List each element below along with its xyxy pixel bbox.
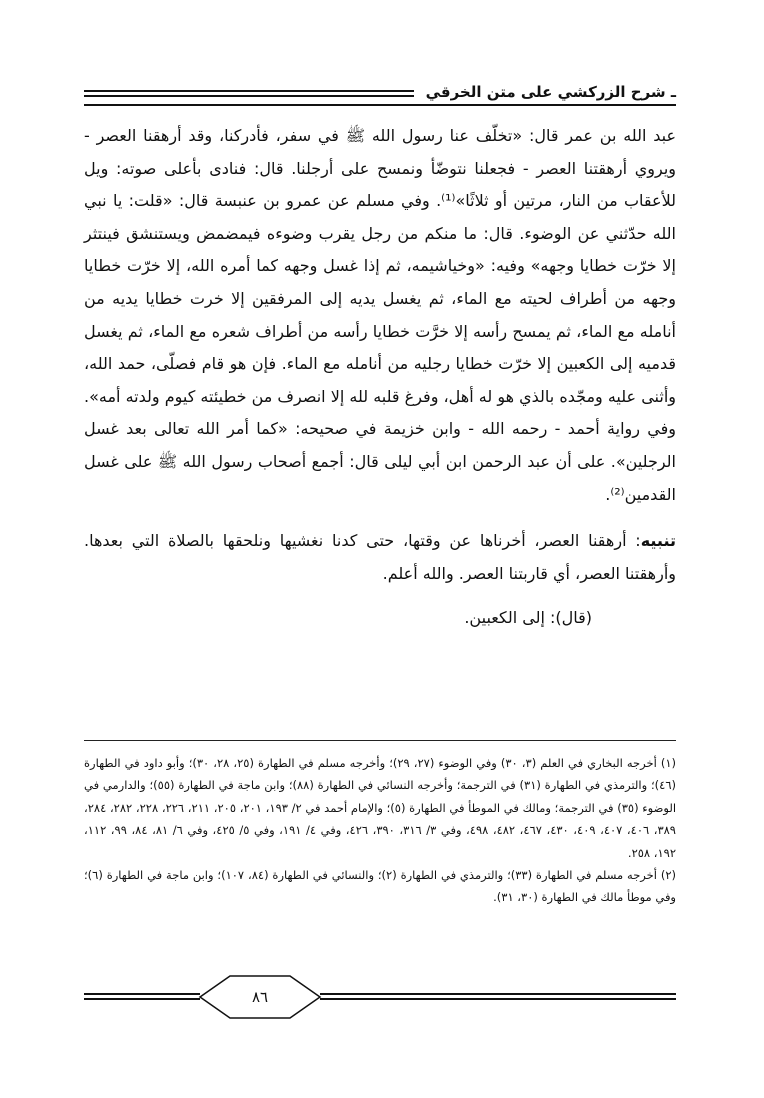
running-header	[84, 80, 676, 108]
header-rule-bottom	[84, 104, 676, 106]
note-label: تنبيه	[640, 531, 676, 551]
footnote-1: (١) أخرجه البخاري في العلم (٣، ٣٠) وفي الوضوء (٢٧، ٢٩)؛ وأخرجه مسلم في الطهارة (٢٥، ٢٨، ٣٠)؛ وأبو داود في الطهارة (٤٦)؛ والترمذي في الطهارة (٣١) في الترجمة؛ وأخرجه النسائي في الطهارة (٨٨)؛ وابن ماجة في الطهارة (٥٥)؛ والدارمي في الوضوء (٣٥) في الترجمة؛ ومالك في الموطأ في الطهارة (٥)؛ والإمام أحمد في ٢/ ١٩٣، ٢٠١، ٢٠٥، ٢١١، ٢٢٦، ٢٢٨، ٢٨٢، ٢٨٤، ٣٨٩، ٤٠٦، ٤٠٧، ٤٠٩، ٤٣٠، ٤٦٧، ٤٨٢، ٤٩٨، وفي ٣/ ٣١٦، ٣٩٠، ٤٢٦، وفي ٤/ ١٩١، وفي ٥/ ٤٢٥، وفي ٦/ ٨١، ٨٤، ٩٩، ١١٢، ١٩٢، ٢٥٨.	[84, 756, 677, 860]
note-text: : أرهقنا العصر، أخرناها عن وقتها، حتى كدنا نغشيها ونلحقها بالصلاة التي بعدها. وأرهقتنا العصر، أي قاربتنا العصر. والله أعلم.	[84, 531, 676, 583]
main-paragraph: عبد الله بن عمر قال: «تخلّف عنا رسول الله ﷺ في سفر، فأدركنا، وقد أرهقنا العصر - ويروي أرهقتنا العصر - فجعلنا نتوضّأ ونمسح على أرجلنا. قال: فنادى بأعلى صوته: ويل للأعقاب من النار، مرتين أو ثلاثًا»⁽¹⁾. وفي مسلم عن عمرو بن عنبسة قال: «قلت: يا نبي الله حدّثني عن الوضوء. قال: ما منكم من رجل يقرب وضوءه فيمضمض ويستنشق فينتثر إلا خرّت خطايا وجهه» وفيه: «وخياشيمه، ثم إذا غسل وجهه كما أمره الله، إلا خرّت خطايا وجهه من أطراف لحيته مع الماء، ثم يغسل يديه إلى المرفقين إلا خرت خطايا يديه من أنامله مع الماء، ثم يمسح رأسه إلا خرَّت خطايا رأسه من أطراف شعره مع الماء، ثم يغسل قدميه إلى الكعبين إلا خرّت خطايا رجليه من أنامله مع الماء. فإن هو قام فصلّى، حمد الله، وأثنى عليه ومجّده بالذي هو له أهل، وفرغ قلبه لله إلا انصرف من خطيئته كيوم ولدته أمه». وفي رواية أحمد - رحمه الله - وابن خزيمة في صحيحه: «كما أمر الله تعالى بعد غسل الرجلين». على أن عبد الرحمن ابن أبي ليلى قال: أجمع أصحاب رسول الله ﷺ على غسل القدمين⁽²⁾.	[84, 126, 676, 504]
page-footer	[84, 970, 676, 1030]
note-paragraph	[84, 525, 676, 590]
footnote-separator	[84, 740, 676, 741]
main-text	[84, 120, 676, 635]
footnote-2: (٢) أخرجه مسلم في الطهارة (٣٣)؛ والترمذي في الطهارة (٢)؛ والنسائي في الطهارة (٨٤، ١٠٧)؛ وابن ماجة في الطهارة (٦)؛ وفي موطأ مالك في الطهارة (٣٠، ٣١).	[84, 868, 676, 905]
footnotes	[84, 752, 676, 909]
footer-ornament	[84, 970, 676, 1030]
header-rule-middle	[84, 95, 414, 97]
header-rule-top	[84, 90, 414, 92]
qal-line: (قال): إلى الكعبين.	[464, 608, 592, 628]
page-number: ٨٦	[251, 988, 269, 1006]
header-title: ـ شرح الزركشي على متن الخرقي	[425, 83, 676, 101]
